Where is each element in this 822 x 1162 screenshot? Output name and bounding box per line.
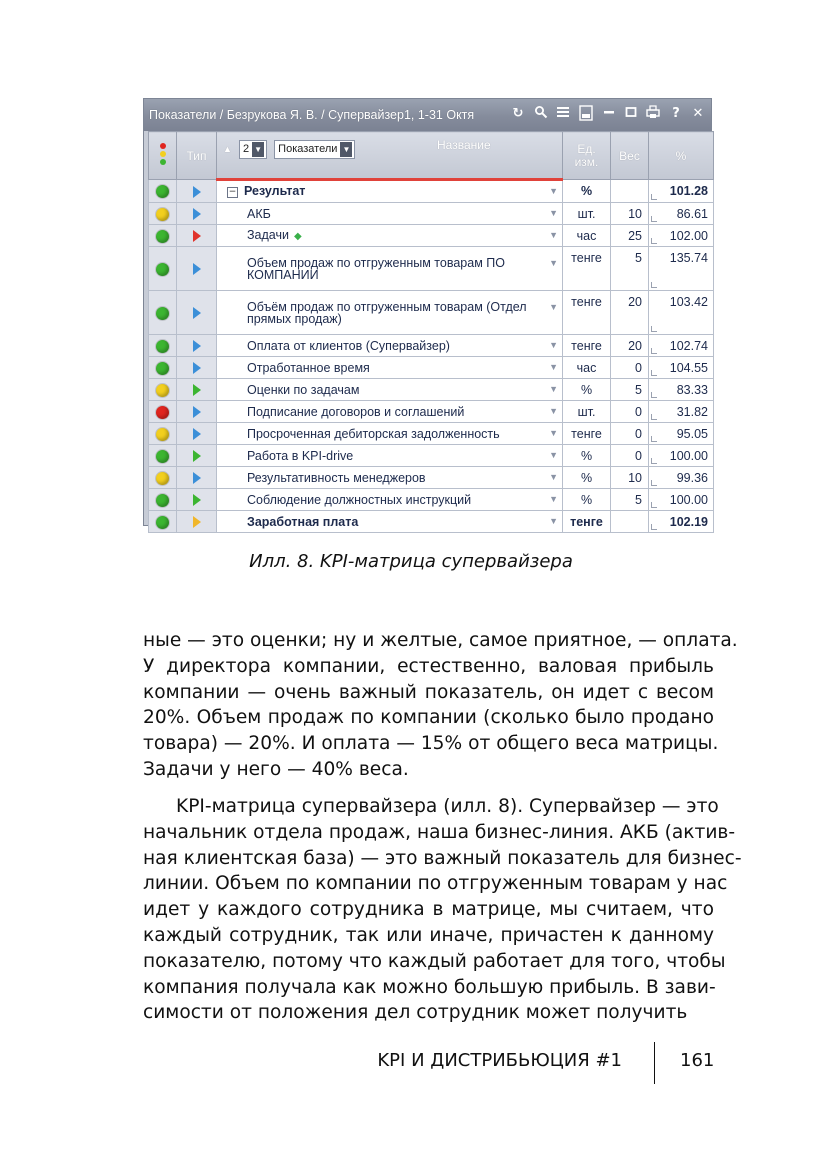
table-row[interactable] [149, 291, 714, 335]
text-line: симости от положения дел сотрудник может получить [143, 1002, 688, 1024]
status-light-icon [156, 230, 169, 243]
pct-value: 101.28 [669, 184, 708, 198]
type-arrow-icon[interactable] [193, 472, 201, 484]
type-cell [177, 180, 217, 203]
type-cell [177, 401, 217, 423]
row-dropdown-icon[interactable]: ▼ [549, 207, 558, 218]
type-cell [177, 291, 217, 335]
status-light-icon [156, 307, 169, 320]
status-light-icon [156, 428, 169, 441]
indicator-name-cell[interactable] [217, 489, 563, 511]
csv-icon[interactable] [577, 105, 595, 123]
star-icon: ◆ [293, 230, 302, 242]
pct-value: 95.05 [676, 426, 708, 441]
weight-cell [611, 180, 649, 203]
type-arrow-icon[interactable] [193, 384, 201, 396]
indicator-name: Заработная плата [247, 514, 359, 529]
indicator-name-cell[interactable] [217, 423, 563, 445]
cell-corner-icon [651, 524, 657, 530]
cell-corner-icon [651, 194, 657, 200]
pct-value: 104.55 [669, 360, 708, 375]
text-line: начальник отдела продаж, наша бизнес-линия. АКБ (актив- [143, 821, 736, 843]
type-cell [177, 225, 217, 247]
cell-corner-icon [651, 326, 657, 332]
row-dropdown-icon[interactable]: ▼ [549, 427, 558, 438]
row-dropdown-icon[interactable]: ▼ [549, 383, 558, 394]
pct-value: 83.33 [676, 382, 708, 397]
indicator-name: Отработанное время [247, 360, 370, 375]
minimize-icon[interactable] [600, 105, 618, 123]
weight-cell: 5 [611, 489, 649, 511]
type-cell [177, 511, 217, 533]
help-icon[interactable]: ? [672, 106, 680, 121]
row-dropdown-icon[interactable]: ▼ [549, 515, 558, 526]
weight-column-header[interactable]: Вес [611, 132, 649, 180]
unit-cell: тенге [563, 423, 611, 445]
pct-cell[interactable] [649, 467, 714, 489]
status-light-cell [149, 225, 177, 247]
row-dropdown-icon[interactable]: ▼ [549, 185, 558, 196]
type-cell [177, 445, 217, 467]
weight-cell: 20 [611, 335, 649, 357]
table-row[interactable] [149, 203, 714, 225]
text-line: KPI-матрица супервайзера (илл. 8). Супервайзер — это [176, 796, 719, 817]
type-cell [177, 489, 217, 511]
pct-value: 100.00 [669, 492, 708, 507]
indicator-name: Просроченная дебиторская задолженность [247, 426, 500, 441]
pct-value: 102.19 [669, 514, 708, 529]
type-cell [177, 357, 217, 379]
status-light-cell [149, 423, 177, 445]
indicator-name: Соблюдение должностных инструкций [247, 492, 472, 507]
indicator-name: Объём продаж по отгруженным товарам (Отдел прямых продаж) [247, 299, 527, 326]
status-light-icon [156, 340, 169, 353]
type-cell [177, 247, 217, 291]
type-arrow-icon[interactable] [193, 208, 201, 220]
table-row[interactable] [149, 379, 714, 401]
search-icon[interactable] [532, 105, 550, 123]
weight-cell: 10 [611, 467, 649, 489]
indicator-name: Оценки по задачам [247, 382, 360, 397]
pct-cell[interactable] [649, 203, 714, 225]
type-cell [177, 423, 217, 445]
pct-value: 100.00 [669, 448, 708, 463]
pct-value: 103.42 [669, 295, 708, 309]
indicator-name: Объем продаж по отгруженным товарам ПО КОМПАНИИ [247, 255, 505, 282]
indicator-name: Результативность менеджеров [247, 470, 426, 485]
unit-cell: тенге [563, 247, 611, 291]
status-light-icon [156, 208, 169, 221]
pct-value: 102.74 [669, 338, 708, 353]
row-dropdown-icon[interactable]: ▼ [549, 471, 558, 482]
pct-cell[interactable] [649, 445, 714, 467]
pct-cell[interactable] [649, 357, 714, 379]
text-line: ные — это оценки; ну и желтые, самое приятное, — оплата. [143, 630, 738, 651]
pct-cell[interactable] [649, 423, 714, 445]
level-select[interactable]: 2 ▼ [239, 140, 267, 159]
pct-cell[interactable] [649, 291, 714, 335]
text-line: Задачи у него — 40% веса. [143, 758, 409, 780]
status-light-icon [156, 263, 169, 276]
table-row[interactable] [149, 511, 714, 533]
cell-corner-icon [651, 458, 657, 464]
chevron-down-icon: ▼ [252, 142, 264, 157]
unit-cell: % [563, 489, 611, 511]
unit-cell: час [563, 357, 611, 379]
sort-up-icon[interactable]: ▲ [223, 144, 232, 155]
table-row[interactable] [149, 335, 714, 357]
status-light-icon [156, 406, 169, 419]
paragraph-1 [143, 628, 738, 783]
refresh-icon[interactable]: ↻ [512, 106, 524, 121]
status-light-icon [156, 494, 169, 507]
cell-corner-icon [651, 480, 657, 486]
indicator-name-cell[interactable] [217, 247, 563, 291]
cell-corner-icon [651, 282, 657, 288]
text-line: идет у каждого сотрудника в матрице, мы считаем, что [143, 899, 714, 921]
light-column-header[interactable] [149, 132, 177, 180]
status-light-cell [149, 291, 177, 335]
unit-cell: % [563, 445, 611, 467]
unit-cell: тенге [563, 335, 611, 357]
table-row[interactable] [149, 225, 714, 247]
status-light-cell [149, 445, 177, 467]
status-light-icon [156, 362, 169, 375]
status-light-cell [149, 511, 177, 533]
unit-cell: % [563, 379, 611, 401]
weight-cell: 25 [611, 225, 649, 247]
collapse-icon[interactable]: − [228, 186, 237, 197]
weight-cell [611, 511, 649, 533]
text-line: каждый сотрудник, так или иначе, причастен к данному [143, 924, 714, 946]
text-line: компания получала как можно большую прибыль. В зави- [143, 976, 716, 998]
weight-cell: 5 [611, 379, 649, 401]
type-arrow-icon[interactable] [193, 186, 201, 198]
list-icon[interactable] [554, 105, 572, 123]
table-row[interactable] [149, 401, 714, 423]
pct-cell[interactable] [649, 225, 714, 247]
status-light-icon [156, 185, 169, 198]
status-light-cell [149, 489, 177, 511]
type-column-header[interactable]: Тип [177, 132, 217, 180]
row-dropdown-icon[interactable]: ▼ [549, 405, 558, 416]
cell-corner-icon [651, 392, 657, 398]
pct-value: 99.36 [676, 470, 708, 485]
indicator-name-cell[interactable] [217, 445, 563, 467]
pct-cell[interactable] [649, 180, 714, 203]
weight-cell: 0 [611, 423, 649, 445]
indicator-name-cell[interactable] [217, 379, 563, 401]
row-dropdown-icon[interactable]: ▼ [549, 361, 558, 372]
status-light-icon [156, 384, 169, 397]
status-light-cell [149, 203, 177, 225]
page-number: 161 [680, 1050, 715, 1071]
cell-corner-icon [651, 414, 657, 420]
indicator-name-cell[interactable] [217, 335, 563, 357]
text-line: компании — очень важный показатель, он идет с весом [143, 681, 714, 703]
unit-column-header[interactable]: Ед. изм. [563, 132, 611, 180]
type-arrow-icon[interactable] [193, 428, 201, 440]
row-dropdown-icon[interactable]: ▼ [549, 493, 558, 504]
indicator-name-cell[interactable] [217, 203, 563, 225]
status-light-cell [149, 401, 177, 423]
type-arrow-icon[interactable] [193, 406, 201, 418]
cell-corner-icon [651, 502, 657, 508]
type-arrow-icon[interactable] [193, 516, 201, 528]
indicator-name: Работа в KPI-drive [247, 448, 354, 463]
pct-value: 31.82 [676, 404, 708, 419]
row-dropdown-icon[interactable]: ▼ [549, 302, 558, 312]
row-dropdown-icon[interactable]: ▼ [549, 258, 558, 268]
table-row[interactable] [149, 445, 714, 467]
window-title: Показатели / Безрукова Я. В. / Супервайзер1, 1-31 Октя [149, 108, 475, 122]
close-icon[interactable]: ✕ [692, 106, 704, 121]
cell-corner-icon [651, 238, 657, 244]
restore-icon[interactable] [622, 105, 640, 123]
footer-divider [654, 1042, 655, 1084]
text-line: У директора компании, естественно, валовая прибыль [143, 655, 714, 677]
indicator-name-cell[interactable] [217, 401, 563, 423]
text-line: показателю, потому что каждый работает для того, чтобы [143, 950, 726, 972]
unit-cell: шт. [563, 401, 611, 423]
table-row[interactable] [149, 467, 714, 489]
type-cell [177, 467, 217, 489]
type-arrow-icon[interactable] [193, 230, 201, 242]
weight-cell: 5 [611, 247, 649, 291]
unit-cell: % [563, 467, 611, 489]
type-arrow-icon[interactable] [193, 494, 201, 506]
status-light-cell [149, 379, 177, 401]
row-dropdown-icon[interactable]: ▼ [549, 229, 558, 240]
status-light-cell [149, 180, 177, 203]
pct-cell[interactable] [649, 511, 714, 533]
traffic-light-icon [159, 141, 167, 167]
text-line: товара) — 20%. И оплата — 15% от общего веса матрицы. [143, 733, 719, 755]
table-row[interactable] [149, 489, 714, 511]
type-cell [177, 203, 217, 225]
cell-corner-icon [651, 370, 657, 376]
pct-cell[interactable] [649, 401, 714, 423]
type-cell [177, 335, 217, 357]
unit-cell: шт. [563, 203, 611, 225]
text-line: 20%. Объем продаж по компании (сколько было продано [143, 707, 714, 729]
indicator-name-cell[interactable] [217, 225, 563, 247]
indicator-name: Результат [244, 184, 306, 199]
unit-cell: тенге [563, 291, 611, 335]
name-column-header[interactable] [217, 132, 563, 180]
text-line: линии. Объем по компании по отгруженным товарам у нас [143, 873, 728, 895]
pct-column-header[interactable]: % [649, 132, 714, 180]
type-arrow-icon[interactable] [193, 340, 201, 352]
type-cell [177, 379, 217, 401]
pct-cell[interactable] [649, 247, 714, 291]
pct-value: 86.61 [676, 206, 708, 221]
row-dropdown-icon[interactable]: ▼ [549, 339, 558, 350]
indicator-name-cell[interactable] [217, 180, 563, 203]
running-footer-title: KPI И ДИСТРИБЬЮЦИЯ #1 [377, 1050, 622, 1071]
status-light-icon [156, 516, 169, 529]
indicator-name: АКБ [247, 206, 271, 221]
type-arrow-icon[interactable] [193, 362, 201, 374]
status-light-icon [156, 450, 169, 463]
weight-cell: 0 [611, 401, 649, 423]
weight-cell: 0 [611, 445, 649, 467]
indicator-name-cell[interactable] [217, 511, 563, 533]
figure-caption: Илл. 8. KPI-матрица супервайзера [249, 551, 573, 572]
weight-cell: 20 [611, 291, 649, 335]
pct-value: 135.74 [669, 251, 708, 265]
status-light-cell [149, 357, 177, 379]
indicator-name: Задачи [247, 227, 289, 242]
paragraph-2 [143, 794, 742, 1026]
text-line: ная клиентская база) — это важный показатель для бизнес- [143, 847, 742, 869]
kpi-table [148, 131, 714, 533]
type-arrow-icon[interactable] [193, 450, 201, 462]
status-light-cell [149, 247, 177, 291]
weight-cell: 0 [611, 357, 649, 379]
row-dropdown-icon[interactable]: ▼ [549, 449, 558, 460]
table-row[interactable] [149, 247, 714, 291]
indicator-name: Оплата от клиентов (Супервайзер) [247, 338, 450, 353]
indicator-name-cell[interactable] [217, 357, 563, 379]
indicator-name-cell[interactable] [217, 467, 563, 489]
unit-cell: % [563, 180, 611, 203]
weight-cell: 10 [611, 203, 649, 225]
filter-select[interactable]: Показатели ▼ [274, 140, 355, 159]
type-arrow-icon[interactable] [193, 307, 201, 319]
table-row[interactable] [149, 180, 714, 203]
status-light-cell [149, 467, 177, 489]
cell-corner-icon [651, 216, 657, 222]
table-row[interactable] [149, 357, 714, 379]
table-row[interactable] [149, 423, 714, 445]
pct-cell[interactable] [649, 335, 714, 357]
indicator-name-cell[interactable] [217, 291, 563, 335]
pct-value: 102.00 [669, 228, 708, 243]
unit-cell: тенге [563, 511, 611, 533]
cell-corner-icon [651, 348, 657, 354]
cell-corner-icon [651, 436, 657, 442]
print-icon[interactable] [644, 105, 662, 123]
type-arrow-icon[interactable] [193, 263, 201, 275]
pct-cell[interactable] [649, 489, 714, 511]
name-header-label: Название [437, 138, 491, 152]
status-light-icon [156, 472, 169, 485]
status-light-cell [149, 335, 177, 357]
chevron-down-icon: ▼ [340, 142, 352, 157]
pct-cell[interactable] [649, 379, 714, 401]
indicator-name: Подписание договоров и соглашений [247, 404, 465, 419]
header-controls [223, 140, 355, 159]
window-titlebar [144, 99, 711, 131]
kpi-matrix-window [143, 98, 712, 529]
unit-cell: час [563, 225, 611, 247]
